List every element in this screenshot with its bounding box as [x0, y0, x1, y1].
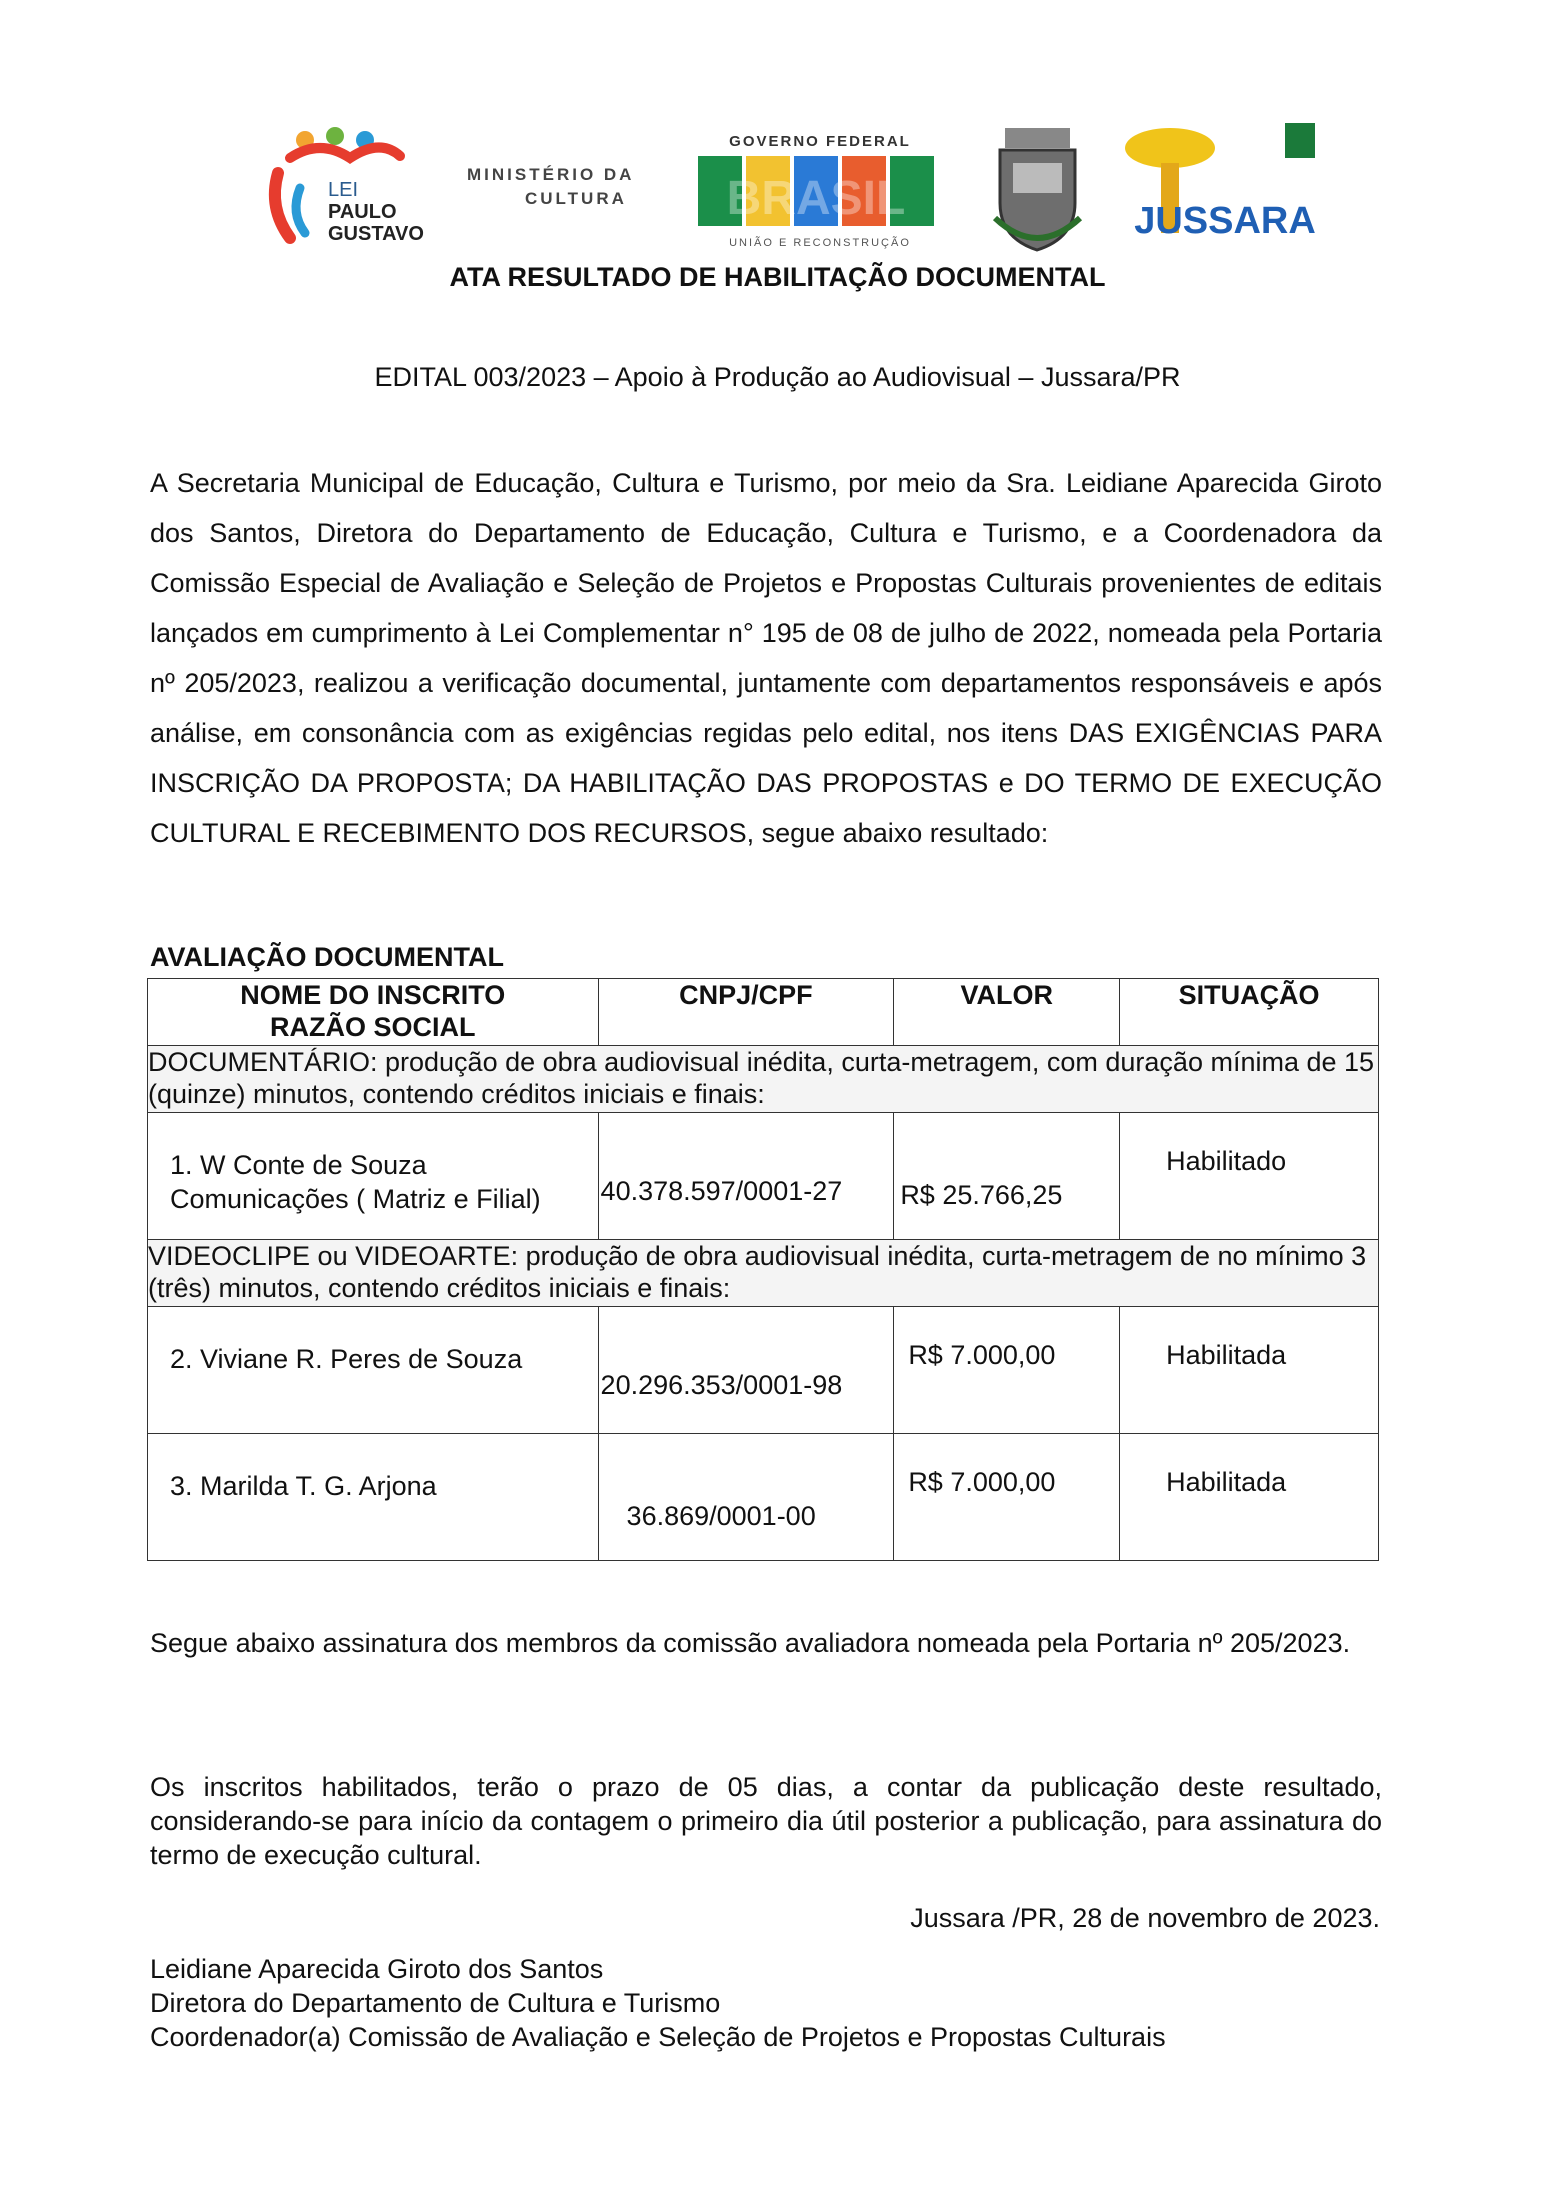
row-cnpj: 40.378.597/0001-27	[600, 1176, 843, 1206]
svg-text:UNIÃO E RECONSTRUÇÃO: UNIÃO E RECONSTRUÇÃO	[729, 237, 911, 249]
section-title: AVALIAÇÃO DOCUMENTAL	[150, 942, 504, 972]
header-situacao: SITUAÇÃO	[1120, 979, 1379, 1046]
row-name-line1: 1. W Conte de Souza	[170, 1150, 427, 1180]
results-table	[147, 978, 1379, 1561]
header-nome	[148, 979, 599, 1046]
signatory-block	[150, 1952, 1166, 2054]
svg-text:JUSSARA: JUSSARA	[1134, 200, 1316, 242]
table-row	[148, 1307, 1379, 1434]
signatory-committee: Coordenador(a) Comissão de Avaliação e Seleção de Projetos e Propostas Culturais	[150, 2022, 1166, 2052]
date-line: Jussara /PR, 28 de novembro de 2023.	[910, 1903, 1380, 1933]
table-row	[148, 1434, 1379, 1561]
ministerio-cultura-logo	[455, 118, 685, 258]
row-valor: R$ 7.000,00	[908, 1340, 1056, 1370]
prefeitura-jussara-logo	[1115, 118, 1340, 258]
brasao-municipal-icon	[985, 118, 1090, 258]
row-name-line1: 2. Viviane R. Peres de Souza	[170, 1344, 523, 1374]
row-situacao: Habilitado	[1166, 1146, 1287, 1176]
document-title: ATA RESULTADO DE HABILITAÇÃO DOCUMENTAL	[449, 262, 1106, 292]
row-name-line1: 3. Marilda T. G. Arjona	[170, 1471, 437, 1501]
row-valor: R$ 25.766,25	[900, 1180, 1063, 1210]
signatory-role: Diretora do Departamento de Cultura e Turismo	[150, 1988, 721, 2018]
signature-note: Segue abaixo assinatura dos membros da comissão avaliadora nomeada pela Portaria nº 205/2023.	[150, 1628, 1351, 1658]
row-cnpj: 36.869/0001-00	[626, 1501, 816, 1531]
row-cnpj: 20.296.353/0001-98	[600, 1370, 843, 1400]
intro-paragraph: A Secretaria Municipal de Educação, Cultura e Turismo, por meio da Sra. Leidiane Aparecida Giroto dos Santos, Diretora do Departamento de Educação, Cultura e Turismo, e a Coordenadora da Comissão Especial de Avaliação e Seleção de Projetos e Propostas Culturais provenientes de editais lançados em cumprimento à Lei Complementar n° 195 de 08 de julho de 2022, nomeada pela Portaria nº 205/2023, realizou a verificação documental, juntamente com departamentos responsáveis e após análise, em consonância com as exigências regidas pelo edital, nos itens DAS EXIGÊNCIAS PARA INSCRIÇÃO DA PROPOSTA; DA HABILITAÇÃO DAS PROPOSTAS e DO TERMO DE EXECUÇÃO CULTURAL E RECEBIMENTO DOS RECURSOS, segue abaixo resultado:	[150, 468, 1382, 848]
svg-text:CULTURA: CULTURA	[525, 189, 627, 208]
table-row	[148, 1113, 1379, 1240]
lei-paulo-gustavo-logo	[250, 118, 450, 258]
svg-text:GOVERNO FEDERAL: GOVERNO FEDERAL	[729, 133, 911, 150]
header-cnpj: CNPJ/CPF	[598, 979, 894, 1046]
edital-subtitle: EDITAL 003/2023 – Apoio à Produção ao Audiovisual – Jussara/PR	[374, 362, 1181, 392]
category-row	[148, 1046, 1379, 1113]
header-valor: VALOR	[894, 979, 1120, 1046]
logos-header	[250, 118, 1340, 258]
category-row	[148, 1240, 1379, 1307]
header-nome-line2: RAZÃO SOCIAL	[270, 1012, 476, 1042]
svg-text:MINISTÉRIO DA: MINISTÉRIO DA	[467, 165, 635, 184]
svg-text:LEI: LEI	[328, 179, 359, 201]
row-name-line2: Comunicações ( Matriz e Filial)	[170, 1184, 541, 1214]
svg-text:PAULO: PAULO	[328, 201, 397, 223]
category-videoclipe: VIDEOCLIPE ou VIDEOARTE: produção de obra audiovisual inédita, curta-metragem de no mínimo 3 (três) minutos, contendo créditos iniciais e finais:	[148, 1240, 1379, 1307]
deadline-note: Os inscritos habilitados, terão o prazo de 05 dias, a contar da publicação deste resultado, considerando-se para início da contagem o primeiro dia útil posterior a publicação, para assinatura do termo de execução cultural.	[150, 1772, 1382, 1870]
table-header-row	[148, 979, 1379, 1046]
signatory-name: Leidiane Aparecida Giroto dos Santos	[150, 1954, 604, 1984]
row-valor: R$ 7.000,00	[908, 1467, 1056, 1497]
svg-text:GUSTAVO: GUSTAVO	[328, 223, 424, 245]
header-nome-line1: NOME DO INSCRITO	[240, 980, 506, 1010]
row-situacao: Habilitada	[1166, 1340, 1287, 1370]
svg-text:BRASIL: BRASIL	[726, 172, 906, 225]
row-situacao: Habilitada	[1166, 1467, 1287, 1497]
category-documentario: DOCUMENTÁRIO: produção de obra audiovisual inédita, curta-metragem, com duração mínima de 15 (quinze) minutos, contendo créditos iniciais e finais:	[148, 1046, 1379, 1113]
governo-federal-logo	[680, 118, 960, 258]
